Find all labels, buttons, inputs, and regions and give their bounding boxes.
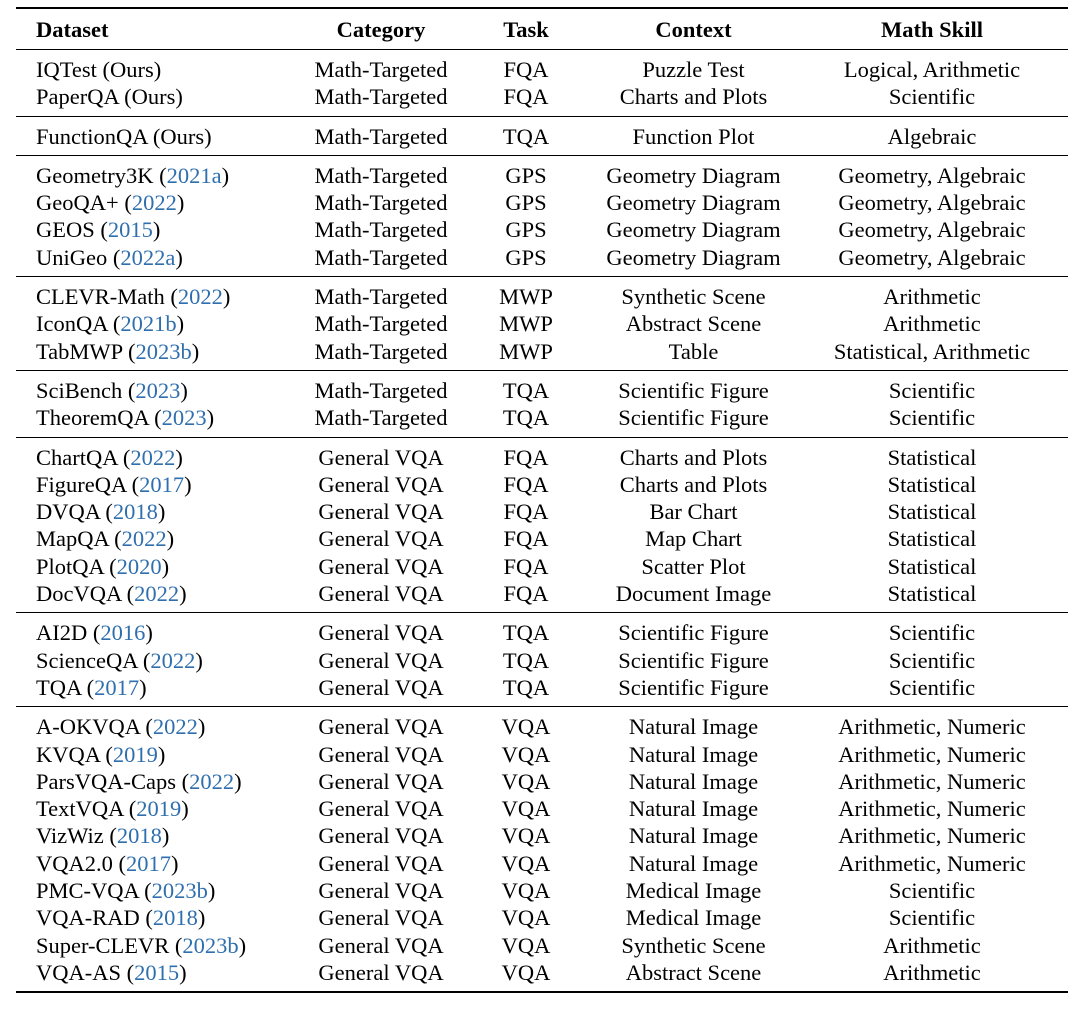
math-skill-cell: Arithmetic — [883, 959, 981, 985]
context-cell: Geometry Diagram — [606, 162, 781, 188]
citation-link[interactable]: 2015 — [134, 959, 180, 985]
task-cell: FQA — [503, 84, 549, 110]
task-cell: GPS — [505, 217, 547, 243]
dataset-cell: Geometry3K (2021a) — [36, 162, 230, 188]
category-cell: General VQA — [318, 714, 444, 740]
bottom-rule — [16, 991, 1068, 993]
table-row — [16, 162, 1068, 189]
context-cell: Synthetic Scene — [621, 284, 766, 310]
dataset-name: ScienceQA — [36, 647, 138, 673]
category-cell: General VQA — [318, 553, 444, 579]
table-row — [16, 553, 1068, 580]
citation-link[interactable]: 2023b — [151, 878, 208, 904]
dataset-cell: DocVQA (2022) — [36, 581, 187, 607]
table-row — [16, 56, 1068, 83]
table-row — [16, 959, 1068, 986]
category-cell: Math-Targeted — [314, 244, 448, 270]
math-skill-cell: Arithmetic — [883, 284, 981, 310]
table-row — [16, 713, 1068, 740]
math-skill-cell: Scientific — [888, 674, 976, 700]
task-cell: FQA — [503, 526, 549, 552]
dataset-cell: ScienceQA (2022) — [36, 647, 203, 673]
dataset-cell: ParsVQA-Caps (2022) — [36, 768, 242, 794]
dataset-name: FigureQA — [36, 471, 126, 497]
category-cell: Math-Targeted — [314, 190, 448, 216]
dataset-cell: TQA (2017) — [36, 674, 147, 700]
citation-link[interactable]: 2023 — [135, 377, 181, 403]
dataset-cell: Super-CLEVR (2023b) — [36, 932, 247, 958]
citation-link[interactable]: 2018 — [112, 499, 158, 525]
citation-link[interactable]: 2017 — [94, 674, 140, 700]
row-group — [16, 117, 1068, 155]
citation-link[interactable]: 2018 — [116, 823, 162, 849]
dataset-cell: MapQA (2022) — [36, 526, 175, 552]
header-category: Category — [336, 17, 426, 42]
dataset-cell: GEOS (2015) — [36, 217, 161, 243]
dataset-comparison-table — [16, 7, 1068, 993]
table-row — [16, 310, 1068, 337]
context-cell: Natural Image — [628, 850, 759, 876]
table-row — [16, 244, 1068, 271]
citation-link[interactable]: 2022 — [152, 714, 198, 740]
math-skill-cell: Algebraic — [887, 123, 977, 149]
context-cell: Table — [668, 338, 719, 364]
task-cell: TQA — [502, 674, 550, 700]
dataset-name: VizWiz — [36, 823, 104, 849]
dataset-name: PMC-VQA — [36, 878, 139, 904]
category-cell: Math-Targeted — [314, 311, 448, 337]
table-row — [16, 580, 1068, 607]
context-cell: Charts and Plots — [619, 444, 768, 470]
citation-link[interactable]: 2019 — [136, 796, 182, 822]
context-cell: Bar Chart — [649, 499, 738, 525]
context-cell: Natural Image — [628, 714, 759, 740]
context-cell: Function Plot — [632, 123, 755, 149]
category-cell: Math-Targeted — [314, 338, 448, 364]
math-skill-cell: Scientific — [888, 84, 976, 110]
table-row — [16, 189, 1068, 216]
table-row — [16, 471, 1068, 498]
context-cell: Scientific Figure — [618, 377, 769, 403]
row-group — [16, 438, 1068, 613]
context-cell: Map Chart — [645, 526, 742, 552]
task-cell: TQA — [502, 123, 550, 149]
task-cell: VQA — [501, 823, 551, 849]
context-cell: Charts and Plots — [619, 471, 768, 497]
dataset-name: DocVQA — [36, 581, 121, 607]
context-cell: Geometry Diagram — [606, 244, 781, 270]
dataset-name: MapQA — [36, 526, 109, 552]
math-skill-cell: Arithmetic — [883, 311, 981, 337]
context-cell: Geometry Diagram — [606, 217, 781, 243]
dataset-name: GeoQA+ — [36, 190, 119, 216]
citation-link[interactable]: 2021a — [166, 162, 222, 188]
table-row — [16, 932, 1068, 959]
task-cell: FQA — [503, 553, 549, 579]
math-skill-cell: Scientific — [888, 405, 976, 431]
math-skill-cell: Geometry, Algebraic — [838, 190, 1026, 216]
category-cell: General VQA — [318, 444, 444, 470]
category-cell: General VQA — [318, 674, 444, 700]
table-row — [16, 83, 1068, 110]
math-skill-cell: Statistical — [887, 499, 977, 525]
context-cell: Natural Image — [628, 741, 759, 767]
table-row — [16, 647, 1068, 674]
header-context: Context — [655, 17, 732, 42]
table-row — [16, 283, 1068, 310]
dataset-cell: VQA2.0 (2017) — [36, 850, 179, 876]
math-skill-cell: Arithmetic, Numeric — [838, 741, 1026, 767]
category-cell: Math-Targeted — [314, 162, 448, 188]
context-cell: Natural Image — [628, 823, 759, 849]
category-cell: General VQA — [318, 526, 444, 552]
table-body — [16, 50, 1068, 991]
dataset-cell: KVQA (2019) — [36, 741, 166, 767]
category-cell: General VQA — [318, 768, 444, 794]
dataset-cell: TheoremQA (2023) — [36, 405, 215, 431]
math-skill-cell: Arithmetic — [883, 932, 981, 958]
citation-link[interactable]: 2022 — [150, 647, 196, 673]
dataset-name: VQA-AS — [36, 959, 122, 985]
dataset-name: TQA — [36, 674, 81, 700]
citation-link[interactable]: 2022 — [121, 526, 167, 552]
dataset-cell: VizWiz (2018) — [36, 823, 170, 849]
category-cell: General VQA — [318, 850, 444, 876]
table-row — [16, 741, 1068, 768]
dataset-cell: IconQA (2021b) — [36, 311, 185, 337]
context-cell: Scientific Figure — [618, 674, 769, 700]
citation-link[interactable]: 2017 — [126, 850, 171, 876]
citation-link[interactable]: 2022 — [130, 444, 176, 470]
task-cell: FQA — [503, 444, 549, 470]
category-cell: General VQA — [318, 620, 444, 646]
dataset-cell: VQA-RAD (2018) — [36, 905, 206, 931]
table-row — [16, 768, 1068, 795]
table-row — [16, 795, 1068, 822]
dataset-name: IQTest (Ours) — [36, 57, 162, 82]
dataset-name: DVQA — [36, 499, 100, 525]
dataset-name: SciBench — [36, 377, 123, 403]
task-cell: VQA — [501, 959, 551, 985]
category-cell: General VQA — [318, 796, 444, 822]
table-row — [16, 338, 1068, 365]
context-cell: Scientific Figure — [618, 647, 769, 673]
table-row — [16, 498, 1068, 525]
dataset-name: Super-CLEVR — [36, 932, 170, 958]
row-group — [16, 371, 1068, 437]
citation-link[interactable]: 2016 — [100, 620, 146, 646]
dataset-cell: ChartQA (2022) — [36, 444, 183, 470]
task-cell: GPS — [505, 190, 547, 216]
math-skill-cell: Scientific — [888, 377, 976, 403]
table-row — [16, 877, 1068, 904]
task-cell: MWP — [499, 311, 553, 337]
category-cell: General VQA — [318, 647, 444, 673]
task-cell: VQA — [501, 850, 551, 876]
math-skill-cell: Scientific — [888, 905, 976, 931]
math-skill-cell: Geometry, Algebraic — [838, 162, 1026, 188]
dataset-name: IconQA — [36, 311, 108, 337]
dataset-name: ChartQA — [36, 444, 118, 470]
context-cell: Synthetic Scene — [621, 932, 766, 958]
dataset-name: TabMWP — [36, 338, 123, 364]
task-cell: GPS — [505, 244, 547, 270]
header-math-skill: Math Skill — [881, 17, 983, 42]
context-cell: Charts and Plots — [619, 84, 768, 110]
math-skill-cell: Statistical — [887, 581, 977, 607]
math-skill-cell: Arithmetic, Numeric — [838, 768, 1026, 794]
task-cell: VQA — [501, 741, 551, 767]
dataset-cell — [16, 56, 301, 83]
dataset-name: AI2D — [36, 620, 88, 646]
dataset-name: PaperQA (Ours) — [36, 84, 183, 110]
citation-link[interactable]: 2015 — [107, 217, 153, 243]
category-cell: Math-Targeted — [314, 57, 448, 82]
context-cell: Scatter Plot — [641, 553, 746, 579]
category-cell: Math-Targeted — [314, 123, 448, 149]
context-cell: Document Image — [615, 581, 772, 607]
citation-link[interactable]: 2022 — [131, 190, 177, 216]
task-cell: VQA — [501, 905, 551, 931]
task-cell: MWP — [499, 284, 553, 310]
citation-link[interactable]: 2022 — [134, 581, 180, 607]
row-group — [16, 707, 1068, 991]
dataset-name: UniGeo — [36, 244, 108, 270]
row-group — [16, 50, 1068, 116]
dataset-name: VQA-RAD — [36, 905, 140, 931]
dataset-name: FunctionQA (Ours) — [36, 123, 212, 149]
dataset-cell: UniGeo (2022a) — [36, 244, 183, 270]
context-cell: Abstract Scene — [625, 311, 762, 337]
row-group — [16, 277, 1068, 370]
dataset-name: ParsVQA-Caps — [36, 768, 176, 794]
category-cell: General VQA — [318, 959, 444, 985]
header-dataset: Dataset — [36, 17, 109, 42]
task-cell: VQA — [501, 932, 551, 958]
math-skill-cell: Arithmetic, Numeric — [838, 823, 1026, 849]
dataset-name: TheoremQA — [36, 405, 149, 431]
task-cell: VQA — [501, 714, 551, 740]
header-row — [16, 9, 1068, 49]
context-cell: Natural Image — [628, 796, 759, 822]
citation-link[interactable]: 2022a — [120, 244, 176, 270]
dataset-cell: SciBench (2023) — [36, 377, 188, 403]
task-cell: FQA — [503, 499, 549, 525]
table-row — [16, 216, 1068, 243]
category-cell: General VQA — [318, 499, 444, 525]
task-cell: VQA — [501, 878, 551, 904]
dataset-cell — [16, 123, 301, 150]
category-cell: Math-Targeted — [314, 405, 448, 431]
context-cell: Scientific Figure — [618, 620, 769, 646]
header-task: Task — [503, 17, 549, 42]
task-cell: TQA — [502, 647, 550, 673]
task-cell: VQA — [501, 796, 551, 822]
math-skill-cell: Logical, Arithmetic — [843, 57, 1021, 82]
table-row — [16, 619, 1068, 646]
dataset-cell: PMC-VQA (2023b) — [36, 878, 216, 904]
citation-link[interactable]: 2023 — [161, 405, 207, 431]
math-skill-cell: Statistical — [887, 444, 977, 470]
category-cell: General VQA — [318, 741, 444, 767]
task-cell: GPS — [505, 162, 547, 188]
math-skill-cell: Arithmetic, Numeric — [838, 714, 1026, 740]
category-cell: General VQA — [318, 932, 444, 958]
math-skill-cell: Statistical — [887, 471, 977, 497]
citation-link[interactable]: 2018 — [152, 905, 198, 931]
dataset-cell: GeoQA+ (2022) — [36, 190, 185, 216]
dataset-name: TextVQA — [36, 796, 124, 822]
dataset-name: Geometry3K — [36, 162, 154, 188]
table-row — [16, 444, 1068, 471]
row-group — [16, 156, 1068, 276]
citation-link[interactable]: 2021b — [120, 311, 177, 337]
math-skill-cell: Scientific — [888, 620, 976, 646]
table-row — [16, 822, 1068, 849]
category-cell: General VQA — [318, 471, 444, 497]
math-skill-cell: Scientific — [888, 878, 976, 904]
context-cell: Medical Image — [625, 878, 762, 904]
task-cell: TQA — [502, 620, 550, 646]
citation-link[interactable]: 2019 — [112, 741, 158, 767]
context-cell: Puzzle Test — [642, 57, 745, 82]
dataset-cell: DVQA (2018) — [36, 499, 166, 525]
task-cell: VQA — [501, 768, 551, 794]
category-cell: General VQA — [318, 878, 444, 904]
dataset-cell: TextVQA (2019) — [36, 796, 189, 822]
citation-link[interactable]: 2020 — [116, 553, 162, 579]
citation-link[interactable]: 2022 — [177, 284, 223, 310]
math-skill-cell: Arithmetic, Numeric — [838, 850, 1026, 876]
category-cell: Math-Targeted — [314, 284, 448, 310]
task-cell: FQA — [503, 581, 549, 607]
dataset-name: PlotQA — [36, 553, 104, 579]
table-row — [16, 123, 1068, 150]
category-cell: Math-Targeted — [314, 217, 448, 243]
row-group — [16, 613, 1068, 706]
citation-link[interactable]: 2017 — [139, 471, 185, 497]
dataset-cell: TabMWP (2023b) — [36, 338, 200, 364]
task-cell: FQA — [503, 57, 549, 82]
dataset-name: CLEVR-Math — [36, 284, 165, 310]
dataset-cell: A-OKVQA (2022) — [36, 714, 206, 740]
math-skill-cell: Scientific — [888, 647, 976, 673]
task-cell: FQA — [503, 471, 549, 497]
category-cell: General VQA — [318, 905, 444, 931]
context-cell: Medical Image — [625, 905, 762, 931]
table-row — [16, 404, 1068, 431]
math-skill-cell: Statistical, Arithmetic — [833, 338, 1031, 364]
math-skill-cell: Statistical — [887, 553, 977, 579]
table-row — [16, 674, 1068, 701]
context-cell: Geometry Diagram — [606, 190, 781, 216]
dataset-cell — [16, 83, 301, 110]
table-row — [16, 377, 1068, 404]
table-row — [16, 904, 1068, 931]
task-cell: TQA — [502, 377, 550, 403]
context-cell: Abstract Scene — [625, 959, 762, 985]
table-row — [16, 525, 1068, 552]
citation-link[interactable]: 2023b — [135, 338, 192, 364]
dataset-name: GEOS — [36, 217, 95, 243]
math-skill-cell: Geometry, Algebraic — [838, 217, 1026, 243]
category-cell: General VQA — [318, 823, 444, 849]
dataset-name: KVQA — [36, 741, 100, 767]
citation-link[interactable]: 2023b — [182, 932, 239, 958]
category-cell: General VQA — [318, 581, 444, 607]
category-cell: Math-Targeted — [314, 377, 448, 403]
math-skill-cell: Geometry, Algebraic — [838, 244, 1026, 270]
task-cell: TQA — [502, 405, 550, 431]
dataset-cell: PlotQA (2020) — [36, 553, 170, 579]
context-cell: Scientific Figure — [618, 405, 769, 431]
dataset-name: A-OKVQA — [36, 714, 140, 740]
table-row — [16, 850, 1068, 877]
dataset-name: VQA2.0 — [36, 850, 113, 876]
dataset-cell: VQA-AS (2015) — [36, 959, 187, 985]
citation-link[interactable]: 2022 — [189, 768, 235, 794]
math-skill-cell: Statistical — [887, 526, 977, 552]
dataset-cell: AI2D (2016) — [36, 620, 153, 646]
category-cell: Math-Targeted — [314, 84, 448, 110]
task-cell: MWP — [499, 338, 553, 364]
dataset-cell: FigureQA (2017) — [36, 471, 192, 497]
context-cell: Natural Image — [628, 768, 759, 794]
math-skill-cell: Arithmetic, Numeric — [838, 796, 1026, 822]
dataset-cell: CLEVR-Math (2022) — [36, 284, 231, 310]
